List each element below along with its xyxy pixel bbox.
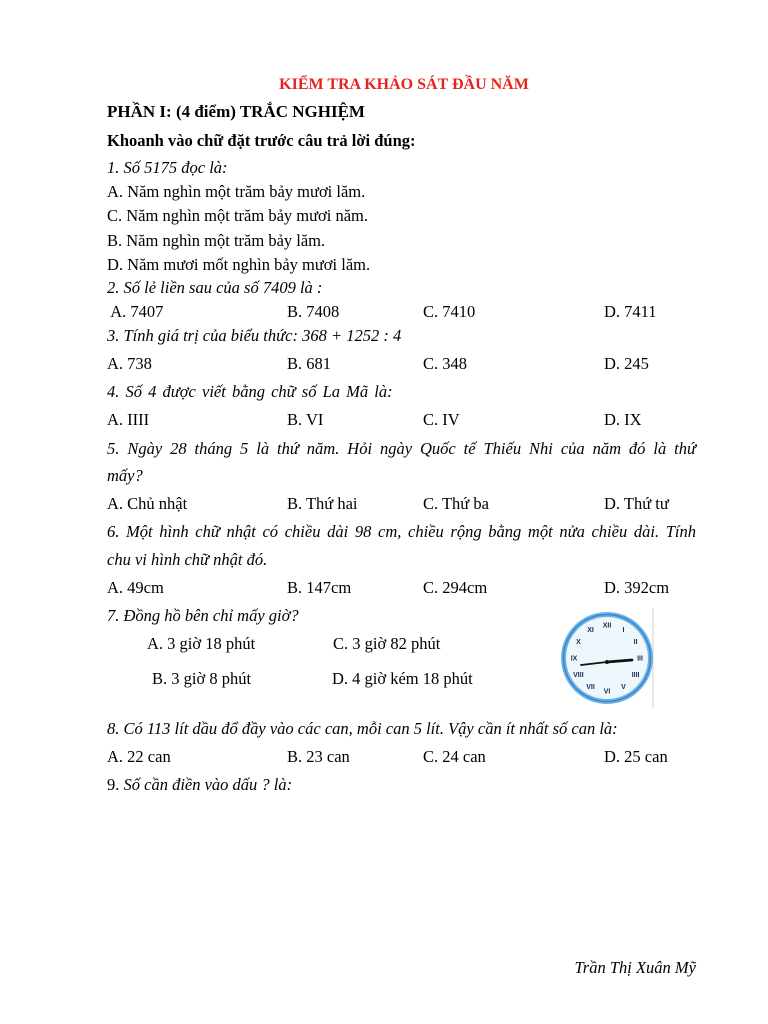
q3-option: C. 348 [423,354,468,373]
question-5-line-1: 5. Ngày 28 tháng 5 là thứ năm. Hỏi ngày Quốc tế Thiếu Nhi của năm đó là thứ [107,439,696,458]
clock-numeral: I [622,626,625,634]
q7-option: C. 3 giờ 82 phút [333,634,441,653]
q5-option: C. Thứ ba [423,494,489,513]
clock-numeral: V [621,684,626,692]
q4-option: C. IV [423,410,460,429]
q3-option: D. 245 [604,354,649,373]
clock-numeral: II [633,639,638,646]
q4-option: D. IX [604,410,642,429]
q7-option: D. 4 giờ kém 18 phút [332,669,473,688]
q8-option: A. 22 can [107,747,171,766]
q7-option: B. 3 giờ 8 phút [152,669,252,688]
q2-option: B. 7408 [287,302,340,321]
question-2: 2. Số lẻ liền sau của số 7409 là : [107,278,323,297]
clock-numeral: IX [570,655,578,663]
question-1: 1. Số 5175 đọc là: [107,158,228,177]
q6-option: B. 147cm [287,578,352,597]
q1-option: D. Năm mươi mốt nghìn bảy mươi lăm. [107,255,371,274]
clock-numeral: IIII [631,672,640,679]
q1-option: A. Năm nghìn một trăm bảy mươi lăm. [107,182,366,201]
question-6-line-1: 6. Một hình chữ nhật có chiều dài 98 cm, chiều rộng bằng một nửa chiều dài. Tính [107,522,696,541]
section-heading: PHẦN I: (4 điểm) TRẮC NGHIỆM [107,102,365,121]
hour-hand [607,660,632,662]
q2-option: C. 7410 [423,302,476,321]
q8-option: C. 24 can [423,747,486,766]
q3-option: B. 681 [287,354,332,373]
q5-option: D. Thứ tư [604,494,669,513]
question-5-line-2: mấy? [107,466,143,485]
instruction: Khoanh vào chữ đặt trước câu trả lời đúng: [107,131,416,150]
q6-option: C. 294cm [423,578,488,597]
clock-numeral: VI [603,688,611,696]
clock-numeral: XII [602,622,612,630]
q6-option: A. 49cm [107,578,164,597]
question-6-line-2: chu vi hình chữ nhật đó. [107,550,268,569]
question-9 [107,775,292,795]
q3-option: A. 738 [107,354,152,373]
question-4: 4. Số 4 được viết bằng chữ số La Mã là: [107,382,393,401]
clock-numeral: III [637,655,643,663]
q4-option: A. IIII [107,410,150,429]
question-7: 7. Đồng hồ bên chỉ mấy giờ? [107,606,299,625]
question-3: 3. Tính giá trị của biểu thức: 368 + 1252 : 4 [107,326,402,345]
q2-option: D. 7411 [604,302,657,321]
q8-option: B. 23 can [287,747,350,766]
author-signature: Trần Thị Xuân Mỹ [574,958,696,977]
doc-title: KIỂM TRA KHẢO SÁT ĐẦU NĂM [279,76,529,93]
clock-numeral: X [576,639,581,646]
q1-option: C. Năm nghìn một trăm bảy mươi năm. [107,206,369,225]
q1-option: B. Năm nghìn một trăm bảy lăm. [107,231,326,250]
q4-option: B. VI [287,410,324,429]
q5-option: B. Thứ hai [287,494,358,513]
question-9-number: 9. [107,775,124,794]
q5-option: A. Chủ nhật [107,494,188,513]
clock-numeral: VII [586,684,595,692]
clock-numeral: XI [587,626,594,634]
q2-option: A. 7407 [107,302,164,321]
q7-option: A. 3 giờ 18 phút [147,634,256,653]
question-8: 8. Có 113 lít dầu đổ đầy vào các can, mỗi can 5 lít. Vậy cần ít nhất số can là: [107,719,618,738]
question-9-text: Số cần điền vào dấu ? là: [123,775,293,794]
q8-option: D. 25 can [604,747,668,766]
clock-figure [557,608,657,708]
clock-numeral: VIII [573,672,584,679]
q6-option: D. 392cm [604,578,670,597]
